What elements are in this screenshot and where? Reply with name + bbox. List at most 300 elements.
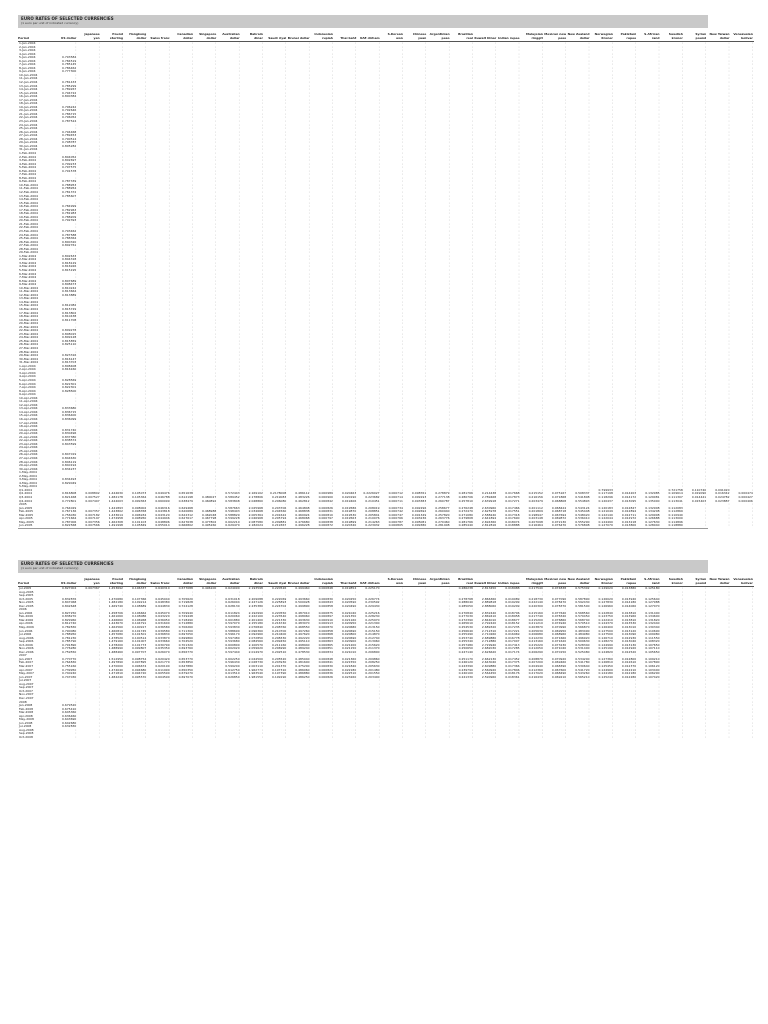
rate-cell: : <box>705 215 707 219</box>
rate-cell: : <box>215 81 217 85</box>
rate-cell: : <box>471 258 473 262</box>
rate-cell: : <box>238 456 240 460</box>
rate-cell: : <box>191 432 193 436</box>
rate-cell: : <box>635 198 637 202</box>
rate-cell: : <box>238 364 240 368</box>
rate-cell: 2.096360 <box>248 629 263 633</box>
rate-cell: : <box>588 116 590 120</box>
rate-cell: : <box>145 474 147 478</box>
rate-cell: : <box>261 63 263 67</box>
rate-cell: : <box>751 393 753 397</box>
rate-cell: : <box>215 400 217 404</box>
rate-cell: : <box>75 272 77 276</box>
rate-cell: : <box>565 378 567 382</box>
rate-cell: : <box>238 130 240 134</box>
rate-cell: : <box>425 442 427 446</box>
rate-cell: : <box>518 198 520 202</box>
rate-cell: : <box>565 180 567 184</box>
rate-cell: : <box>75 276 77 280</box>
rate-cell: : <box>238 361 240 365</box>
rate-cell: : <box>495 95 497 99</box>
rate-cell: : <box>261 286 263 290</box>
rate-cell: : <box>495 73 497 77</box>
rate-cell: : <box>308 247 310 251</box>
rate-cell: : <box>168 407 170 411</box>
rate-cell: : <box>448 151 450 155</box>
rate-cell: : <box>215 428 217 432</box>
rate-cell: 0.214870 <box>365 633 380 637</box>
rate-cell: : <box>308 183 310 187</box>
rate-cell: : <box>728 400 730 404</box>
rate-cell: 0.818129 <box>62 261 77 265</box>
rate-cell: : <box>238 190 240 194</box>
rate-cell: : <box>495 361 497 365</box>
rate-cell: 0.815729 <box>62 308 77 312</box>
rate-cell: : <box>635 229 637 233</box>
rate-cell: : <box>285 88 287 92</box>
rate-cell: : <box>98 318 100 322</box>
rate-cell: 0.000766 <box>388 517 403 521</box>
rate-cell: : <box>331 219 333 223</box>
rate-cell: 0.020340 <box>341 524 357 528</box>
rate-cell: : <box>355 251 357 255</box>
rate-cell: : <box>355 102 357 106</box>
rate-cell: : <box>261 265 263 269</box>
rate-cell: : <box>565 308 567 312</box>
rate-cell: : <box>635 503 637 507</box>
rate-cell: : <box>611 343 613 347</box>
rate-cell: : <box>98 59 100 63</box>
rate-cell: : <box>588 66 590 70</box>
rate-cell: : <box>471 467 473 471</box>
rate-cell: : <box>145 95 147 99</box>
rate-cell: : <box>495 251 497 255</box>
rate-cell: : <box>588 229 590 233</box>
rate-cell: : <box>308 258 310 262</box>
rate-cell: : <box>191 130 193 134</box>
rate-cell: : <box>541 169 543 173</box>
rate-cell: : <box>121 481 123 485</box>
rate-cell: : <box>285 464 287 468</box>
period-cell: 13-Mar-2004 <box>19 297 39 301</box>
rate-cell: : <box>191 109 193 113</box>
rate-cell: 0.012972 <box>621 517 637 521</box>
rate-cell: : <box>75 393 77 397</box>
rate-cell: 0.597070 <box>225 622 240 626</box>
rate-cell: : <box>121 205 123 209</box>
rate-cell: : <box>145 265 147 269</box>
rate-cell: 0.809128 <box>62 336 77 340</box>
rate-cell: : <box>98 460 100 464</box>
rate-cell: 0.110690 <box>645 629 660 633</box>
rate-cell: : <box>751 517 753 521</box>
rate-cell: : <box>495 378 497 382</box>
rate-cell: : <box>308 240 310 244</box>
rate-cell: : <box>635 95 637 99</box>
rate-cell: : <box>191 91 193 95</box>
rate-cell: 0.000711 <box>388 499 403 503</box>
rate-cell: : <box>495 120 497 124</box>
rate-cell: 0.572443 <box>225 492 240 496</box>
rate-cell: : <box>448 95 450 99</box>
period-cell: 8-Mar-2004 <box>19 279 37 283</box>
rate-cell: : <box>751 219 753 223</box>
rate-cell: : <box>261 336 263 340</box>
rate-cell: : <box>448 311 450 315</box>
rate-cell: : <box>611 226 613 230</box>
rate-cell: 0.124490 <box>598 520 613 524</box>
rate-cell: : <box>191 442 193 446</box>
rate-cell: : <box>121 439 123 443</box>
rate-cell: : <box>705 467 707 471</box>
rate-cell: 2.888060 <box>481 604 497 608</box>
rate-cell: : <box>331 396 333 400</box>
rate-cell: 0.127500 <box>598 633 613 637</box>
rate-cell: : <box>635 308 637 312</box>
rate-cell: : <box>471 261 473 265</box>
rate-cell: : <box>121 137 123 141</box>
rate-cell: : <box>238 488 240 492</box>
rate-cell: : <box>331 52 333 56</box>
rate-cell: : <box>355 137 357 141</box>
rate-cell: : <box>121 41 123 45</box>
rate-cell: 0.280706 <box>458 496 473 499</box>
rate-cell: : <box>215 219 217 223</box>
rate-cell: : <box>751 386 753 390</box>
period-cell: 5-Apr-2004 <box>19 378 36 382</box>
rate-cell: : <box>261 350 263 354</box>
rate-cell: : <box>541 354 543 358</box>
rate-cell: : <box>705 336 707 340</box>
rate-cell: : <box>565 166 567 170</box>
period-cell: 23-Feb-2004 <box>19 229 38 233</box>
column-header: Kuwait Dinar <box>474 28 497 42</box>
rate-cell: : <box>98 618 100 622</box>
rate-cell: : <box>285 73 287 77</box>
rate-cell: 0.583848 <box>225 499 240 503</box>
rate-cell: : <box>448 456 450 460</box>
rate-cell: : <box>518 283 520 287</box>
rate-cell: : <box>588 435 590 439</box>
rate-cell: : <box>378 286 380 290</box>
rate-cell: : <box>168 357 170 361</box>
rate-cell: : <box>285 428 287 432</box>
rate-cell: : <box>378 503 380 507</box>
rate-cell: : <box>518 368 520 372</box>
rate-cell: : <box>401 615 403 619</box>
rate-cell: 0.208760 <box>271 626 287 630</box>
rate-cell: : <box>448 439 450 443</box>
rate-cell: : <box>518 77 520 81</box>
rate-cell: : <box>261 123 263 127</box>
rate-cell: : <box>471 166 473 170</box>
rate-cell: : <box>565 109 567 113</box>
rate-cell: 0.646788 <box>155 496 170 499</box>
rate-cell: : <box>728 77 730 81</box>
rate-cell: : <box>378 456 380 460</box>
rate-cell: : <box>285 98 287 102</box>
rate-cell: : <box>285 339 287 343</box>
rate-cell: : <box>215 265 217 269</box>
rate-cell: : <box>518 120 520 124</box>
rate-cell: : <box>588 219 590 223</box>
rate-cell: : <box>285 478 287 482</box>
rate-cell: : <box>238 176 240 180</box>
rate-cell: : <box>355 254 357 258</box>
rate-cell: : <box>355 169 357 173</box>
rate-cell: 1.444003 <box>108 499 123 503</box>
rate-cell: : <box>635 205 637 209</box>
rate-cell: : <box>355 109 357 113</box>
rate-cell: : <box>121 357 123 361</box>
rate-cell: 0.842648 <box>62 604 77 608</box>
rate-cell: : <box>145 343 147 347</box>
rate-cell: : <box>191 304 193 308</box>
rate-cell: : <box>98 481 100 485</box>
rate-cell: : <box>168 49 170 53</box>
rate-cell: : <box>471 290 473 294</box>
rate-cell: : <box>238 428 240 432</box>
rate-cell: 0.611824 <box>225 611 240 615</box>
rate-cell: : <box>121 378 123 382</box>
rate-cell: : <box>331 88 333 92</box>
rate-cell: : <box>588 254 590 258</box>
rate-cell: : <box>191 308 193 312</box>
rate-cell: : <box>285 45 287 49</box>
rate-cell: : <box>541 201 543 205</box>
column-header: Swiss franc <box>147 573 170 587</box>
rate-cell: : <box>425 283 427 287</box>
rate-cell: : <box>215 120 217 124</box>
rate-cell: : <box>401 442 403 446</box>
rate-cell: : <box>471 403 473 407</box>
rate-cell: : <box>425 91 427 95</box>
rate-cell: : <box>331 350 333 354</box>
rate-cell: : <box>98 194 100 198</box>
rate-cell: : <box>355 375 357 379</box>
rate-cell: : <box>518 84 520 88</box>
rate-cell: : <box>565 590 567 594</box>
rate-cell: : <box>425 471 427 475</box>
rate-cell: : <box>728 357 730 361</box>
rate-cell: : <box>355 88 357 92</box>
rate-cell: 0.201809 <box>528 510 543 514</box>
rate-cell: : <box>261 371 263 375</box>
rate-cell: : <box>565 183 567 187</box>
rate-cell: : <box>495 421 497 425</box>
rate-cell: : <box>541 485 543 489</box>
rate-cell: : <box>541 396 543 400</box>
rate-cell: : <box>728 304 730 308</box>
rate-cell: : <box>168 311 170 315</box>
rate-cell: : <box>448 66 450 70</box>
rate-cell: : <box>215 478 217 482</box>
rate-cell: : <box>121 176 123 180</box>
rate-cell: 1.446660 <box>108 618 123 622</box>
rate-cell: : <box>588 120 590 124</box>
rate-cell: : <box>168 198 170 202</box>
rate-cell: : <box>635 127 637 131</box>
rate-cell: : <box>121 403 123 407</box>
rate-cell: : <box>728 364 730 368</box>
rate-cell: : <box>331 460 333 464</box>
rate-cell: : <box>588 265 590 269</box>
rate-cell: : <box>308 425 310 429</box>
rate-cell: 0.020950 <box>341 622 357 626</box>
rate-cell: : <box>518 300 520 304</box>
period-cell: 29-Jan-2004 <box>19 141 38 145</box>
rate-cell: : <box>448 368 450 372</box>
rate-cell: : <box>98 407 100 411</box>
rate-cell: : <box>238 382 240 386</box>
rate-cell: : <box>588 159 590 163</box>
rate-cell: 0.629470 <box>225 524 240 528</box>
rate-cell: : <box>145 393 147 397</box>
rate-cell: : <box>541 254 543 258</box>
rate-cell: : <box>635 400 637 404</box>
rate-cell: : <box>588 315 590 319</box>
rate-cell: : <box>495 269 497 272</box>
rate-cell: : <box>495 375 497 379</box>
rate-cell: : <box>145 123 147 127</box>
rate-cell: : <box>541 105 543 109</box>
rate-cell: : <box>705 421 707 425</box>
rate-cell: : <box>681 636 683 640</box>
rate-cell: 0.812740 <box>62 622 77 626</box>
rate-cell: : <box>145 456 147 460</box>
rate-cell: : <box>331 421 333 425</box>
rate-cell: : <box>471 251 473 255</box>
rate-cell: : <box>98 162 100 166</box>
rate-cell: : <box>658 112 660 116</box>
rate-cell: : <box>705 183 707 187</box>
rate-cell: : <box>215 148 217 152</box>
rate-cell: : <box>261 347 263 351</box>
rate-cell: : <box>168 151 170 155</box>
rate-cell: : <box>658 183 660 187</box>
rate-cell: : <box>425 354 427 358</box>
rate-cell: : <box>705 95 707 99</box>
rate-cell: : <box>681 597 683 601</box>
rate-cell: : <box>285 300 287 304</box>
rate-cell: : <box>191 608 193 612</box>
rate-cell: : <box>308 389 310 393</box>
rate-cell: 0.013530 <box>621 622 637 626</box>
rate-cell: : <box>471 417 473 421</box>
rate-cell: : <box>448 622 450 626</box>
rate-cell: : <box>658 396 660 400</box>
rate-cell: 0.019530 <box>341 513 357 517</box>
rate-cell: : <box>728 407 730 411</box>
rate-cell: : <box>308 428 310 432</box>
rate-cell: : <box>565 286 567 290</box>
rate-cell: : <box>378 428 380 432</box>
rate-cell: : <box>751 456 753 460</box>
rate-cell: : <box>168 347 170 351</box>
rate-cell: : <box>448 173 450 177</box>
rate-cell: : <box>285 456 287 460</box>
rate-cell: : <box>705 615 707 619</box>
rate-cell: : <box>355 127 357 131</box>
rate-cell: : <box>635 594 637 598</box>
rate-cell: : <box>215 339 217 343</box>
rate-cell: : <box>751 141 753 145</box>
rate-cell: : <box>308 237 310 241</box>
rate-cell: : <box>378 169 380 173</box>
rate-cell: : <box>658 194 660 198</box>
rate-cell: : <box>635 471 637 475</box>
rate-cell: : <box>541 265 543 269</box>
rate-cell: : <box>518 361 520 365</box>
rate-cell: 0.468068 <box>295 517 310 521</box>
rate-cell: : <box>751 474 753 478</box>
rate-cell: 0.126710 <box>598 636 613 640</box>
rate-cell: : <box>145 261 147 265</box>
rate-cell: : <box>728 201 730 205</box>
rate-cell: : <box>681 229 683 233</box>
rate-cell: : <box>98 361 100 365</box>
rate-cell: : <box>611 180 613 184</box>
rate-cell: : <box>495 198 497 202</box>
rate-cell: : <box>495 144 497 148</box>
rate-cell: 2.844010 <box>481 618 497 622</box>
rate-cell: : <box>565 269 567 272</box>
rate-cell: 0.019899 <box>341 520 357 524</box>
rate-cell: : <box>215 180 217 184</box>
rate-cell: 0.788364 <box>62 237 77 241</box>
rate-cell: : <box>331 247 333 251</box>
rate-cell: 0.487010 <box>295 611 310 615</box>
rate-cell: : <box>168 279 170 283</box>
rate-cell: 0.828500 <box>62 389 77 393</box>
rate-cell: : <box>238 141 240 145</box>
rate-cell: : <box>401 481 403 485</box>
rate-cell: : <box>378 84 380 88</box>
rate-cell: : <box>518 95 520 99</box>
rate-cell: : <box>238 244 240 248</box>
rate-cell: : <box>308 66 310 70</box>
rate-cell: : <box>728 339 730 343</box>
rate-cell: : <box>401 389 403 393</box>
rate-cell: : <box>751 109 753 113</box>
rate-cell: 0.834237 <box>62 467 77 471</box>
rate-cell: : <box>471 308 473 312</box>
rate-cell: : <box>565 116 567 120</box>
rate-cell: : <box>121 286 123 290</box>
rate-cell: : <box>238 329 240 333</box>
rate-cell: : <box>98 410 100 414</box>
rate-cell: : <box>261 417 263 421</box>
rate-cell: : <box>261 414 263 418</box>
rate-cell: : <box>588 375 590 379</box>
rate-cell: : <box>471 159 473 163</box>
rate-cell: : <box>285 361 287 365</box>
rate-cell: 0.105073 <box>131 492 147 496</box>
rate-cell: : <box>308 485 310 489</box>
rate-cell: : <box>705 201 707 205</box>
rate-cell: : <box>98 371 100 375</box>
rate-cell: : <box>728 226 730 230</box>
rate-cell: : <box>238 339 240 343</box>
rate-cell: : <box>215 615 217 619</box>
rate-cell: : <box>705 66 707 70</box>
rate-cell: : <box>681 222 683 226</box>
rate-cell: : <box>705 386 707 390</box>
rate-cell: : <box>98 105 100 109</box>
rate-cell: : <box>168 290 170 294</box>
rate-cell: : <box>261 453 263 457</box>
rate-cell: : <box>728 159 730 163</box>
